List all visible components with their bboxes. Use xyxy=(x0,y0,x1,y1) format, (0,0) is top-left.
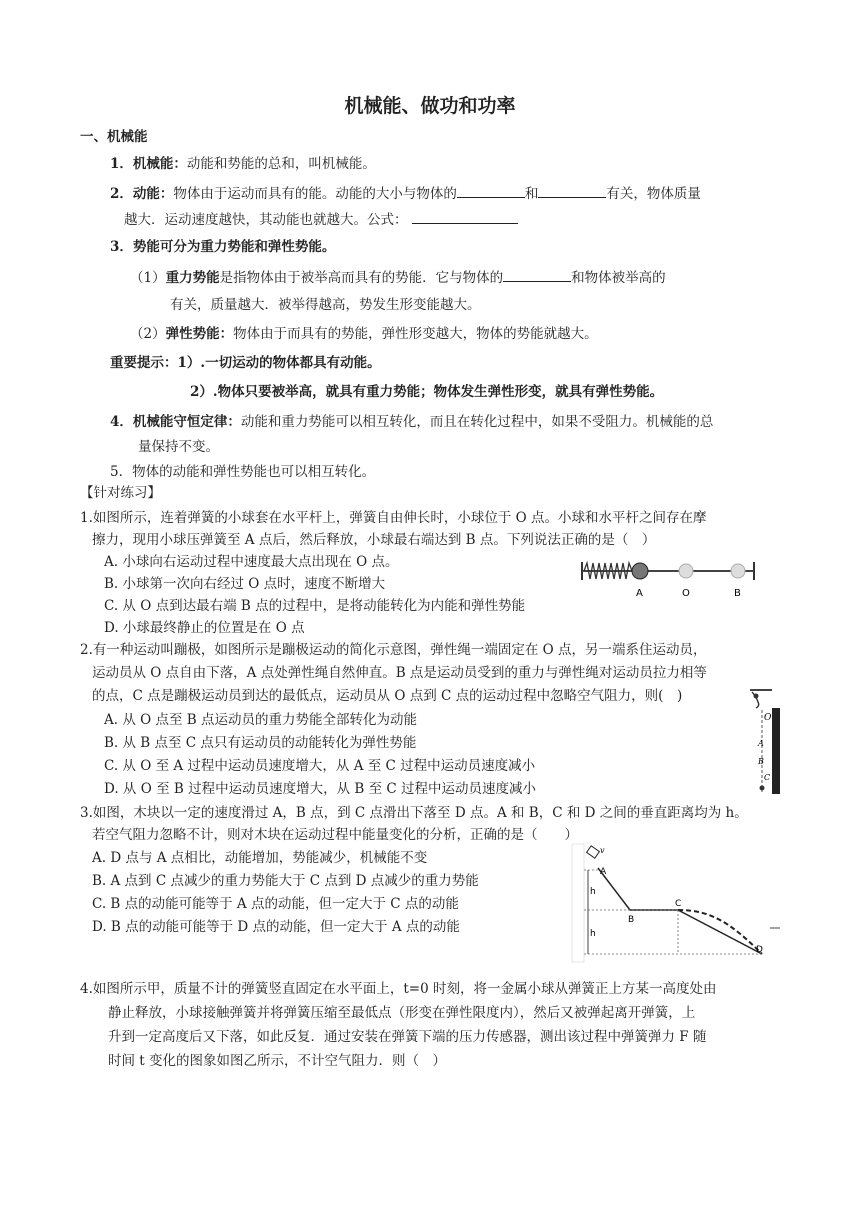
practice-heading: 【针对练习】 xyxy=(80,485,161,501)
fill-blank xyxy=(457,184,525,198)
point-label: C xyxy=(675,899,682,909)
question-1-line: 1.如图所示，连着弹簧的小球套在水平杆上，弹簧自由伸长时，小球位于 O 点。小球和水平杆之间存在摩 xyxy=(80,510,707,526)
bungee-figure xyxy=(738,688,784,796)
item-kinetic-energy xyxy=(110,184,701,203)
term-text: 越大．运动速度越快，其动能也就越大。公式： xyxy=(124,212,408,228)
question-4-line: 静止释放，小球接触弹簧并将弹簧压缩至最低点（形变在弹性限度内），然后又被弹起离开弹簧，上 xyxy=(108,1005,696,1021)
velocity-label: v xyxy=(600,846,605,855)
point-label: B xyxy=(734,588,741,599)
question-2-option-b: B. 从 B 点至 C 点只有运动员的动能转化为弹性势能 xyxy=(104,735,417,751)
question-2-line: 的点，C 点是蹦极运动员到达的最低点，运动员从 O 点到 C 点的运动过程中忽略空气阻力，则( ) xyxy=(92,688,683,704)
slide-block-figure xyxy=(570,842,782,964)
term-label: 弹性势能： xyxy=(165,326,234,342)
tip-line-1: 重要提示：1）.一切运动的物体都具有动能。 xyxy=(110,355,381,371)
point-label: B xyxy=(758,757,764,766)
term-label: 1．机械能： xyxy=(110,156,187,172)
term-text: 和 xyxy=(524,186,539,202)
question-1-option-b: B. 小球第一次向右经过 O 点时，速度不断增大 xyxy=(104,576,386,592)
question-3-option-c: C. B 点的动能可能等于 A 点的动能，但一定大于 C 点的动能 xyxy=(92,896,459,912)
term-text: 动能和势能的总和，叫机械能。 xyxy=(186,156,376,172)
point-label: O xyxy=(764,713,772,723)
tip-line-2: 2）.物体只要被举高，就具有重力势能；物体发生弹性形变，就具有弹性势能。 xyxy=(190,384,664,400)
item-elastic-potential xyxy=(130,325,598,343)
question-3-option-b: B. A 点到 C 点减少的重力势能大于 C 点到 D 点减少的重力势能 xyxy=(92,873,479,889)
item-gravity-potential-cont: 有关，质量越大．被举得越高，势发生形变能越大。 xyxy=(170,297,481,313)
height-label: h xyxy=(590,929,596,939)
point-label: A xyxy=(600,867,607,877)
point-label: D xyxy=(756,945,763,955)
term-label: 重力势能 xyxy=(165,270,220,286)
spring-ball-figure xyxy=(578,558,758,604)
question-4-line: 升到一定高度后又下落，如此反复．通过安装在弹簧下端的压力传感器，测出该过程中弹簧弹力 F 随 xyxy=(108,1029,707,1045)
question-4-line: 时间 t 变化的图象如图乙所示，不计空气阻力．则（ ） xyxy=(108,1053,447,1069)
question-4-line: 4.如图所示甲，质量不计的弹簧竖直固定在水平面上，t=0 时刻，将一金属小球从弹簧正上方某一高度处由 xyxy=(80,981,717,997)
point-label: O xyxy=(682,588,690,599)
question-1-option-a: A. 小球向右运动过程中速度最大点出现在 O 点。 xyxy=(104,554,399,570)
point-label: B xyxy=(628,915,635,925)
question-3-line: 若空气阻力忽略不计，则对木块在运动过程中能量变化的分析，正确的是（ ） xyxy=(92,827,578,843)
item-kinetic-energy-cont xyxy=(124,210,518,229)
question-2-option-c: C. 从 O 至 A 过程中运动员速度增大，从 A 至 C 过程中运动员速度减小 xyxy=(104,758,536,774)
fill-blank xyxy=(538,184,606,198)
question-2-line: 运动员从 O 点自由下落，A 点处弹性绳自然伸直。B 点是运动员受到的重力与弹性绳对运动员拉力相等 xyxy=(92,665,707,681)
fill-blank xyxy=(412,210,518,224)
term-label: 4．机械能守恒定律： xyxy=(110,414,241,430)
question-2-option-d: D. 从 O 至 B 过程中运动员速度增大，从 B 至 C 过程中运动员速度减小 xyxy=(104,781,536,797)
point-label: C xyxy=(764,773,771,782)
question-1-option-c: C. 从 O 点到达最右端 B 点的过程中，是将动能转化为内能和弹性势能 xyxy=(104,598,526,614)
item-potential-energy: 3．势能可分为重力势能和弹性势能。 xyxy=(110,239,336,255)
item-elastic-conversion: 5．物体的动能和弹性势能也可以相互转化。 xyxy=(110,464,376,480)
item-conservation-cont: 量保持不变。 xyxy=(138,439,219,455)
item-prefix: （1） xyxy=(130,270,166,286)
term-text: 有关，物体质量 xyxy=(606,186,701,202)
item-mechanical-energy xyxy=(110,155,376,173)
question-3-option-a: A. D 点与 A 点相比，动能增加，势能减少，机械能不变 xyxy=(92,850,428,866)
fill-blank xyxy=(503,268,571,282)
question-1-option-d: D. 小球最终静止的位置是在 O 点 xyxy=(104,620,305,636)
term-label: 2．动能： xyxy=(110,186,174,202)
question-2-option-a: A. 从 O 点至 B 点运动员的重力势能全部转化为动能 xyxy=(104,712,417,728)
term-text: 物体由于而具有的势能，弹性形变越大，物体的势能就越大。 xyxy=(233,326,598,342)
point-label: A xyxy=(636,588,643,599)
term-text: 是指物体由于被举高而具有的势能．它与物体的 xyxy=(219,270,504,286)
item-conservation xyxy=(110,413,713,431)
term-text: 和物体被举高的 xyxy=(571,270,666,286)
item-gravity-potential xyxy=(130,268,666,287)
point-label: A xyxy=(758,739,764,748)
question-3-line: 3.如图，木块以一定的速度滑过 A，B 点，到 C 点滑出下落至 D 点。A 和 B，C 和 D 之间的垂直距离均为 h。 xyxy=(80,805,748,821)
item-prefix: （2） xyxy=(130,326,166,342)
section-heading: 一、机械能 xyxy=(80,129,148,145)
question-3-option-d: D. B 点的动能可能等于 D 点的动能，但一定大于 A 点的动能 xyxy=(92,919,460,935)
height-label: h xyxy=(590,887,596,897)
term-text: 动能和重力势能可以相互转化，而且在转化过程中，如果不受阻力。机械能的总 xyxy=(240,414,714,430)
question-1-line: 擦力，现用小球压弹簧至 A 点后，然后释放，小球最右端达到 B 点。下列说法正确的是（ ） xyxy=(92,532,656,548)
question-2-line: 2.有一种运动叫蹦极，如图所示是蹦极运动的简化示意图，弹性绳一端固定在 O 点，另一端系住运动员， xyxy=(80,642,707,658)
page-title: 机械能、做功和功率 xyxy=(344,95,516,117)
term-text: 物体由于运动而具有的能。动能的大小与物体的 xyxy=(173,186,457,202)
